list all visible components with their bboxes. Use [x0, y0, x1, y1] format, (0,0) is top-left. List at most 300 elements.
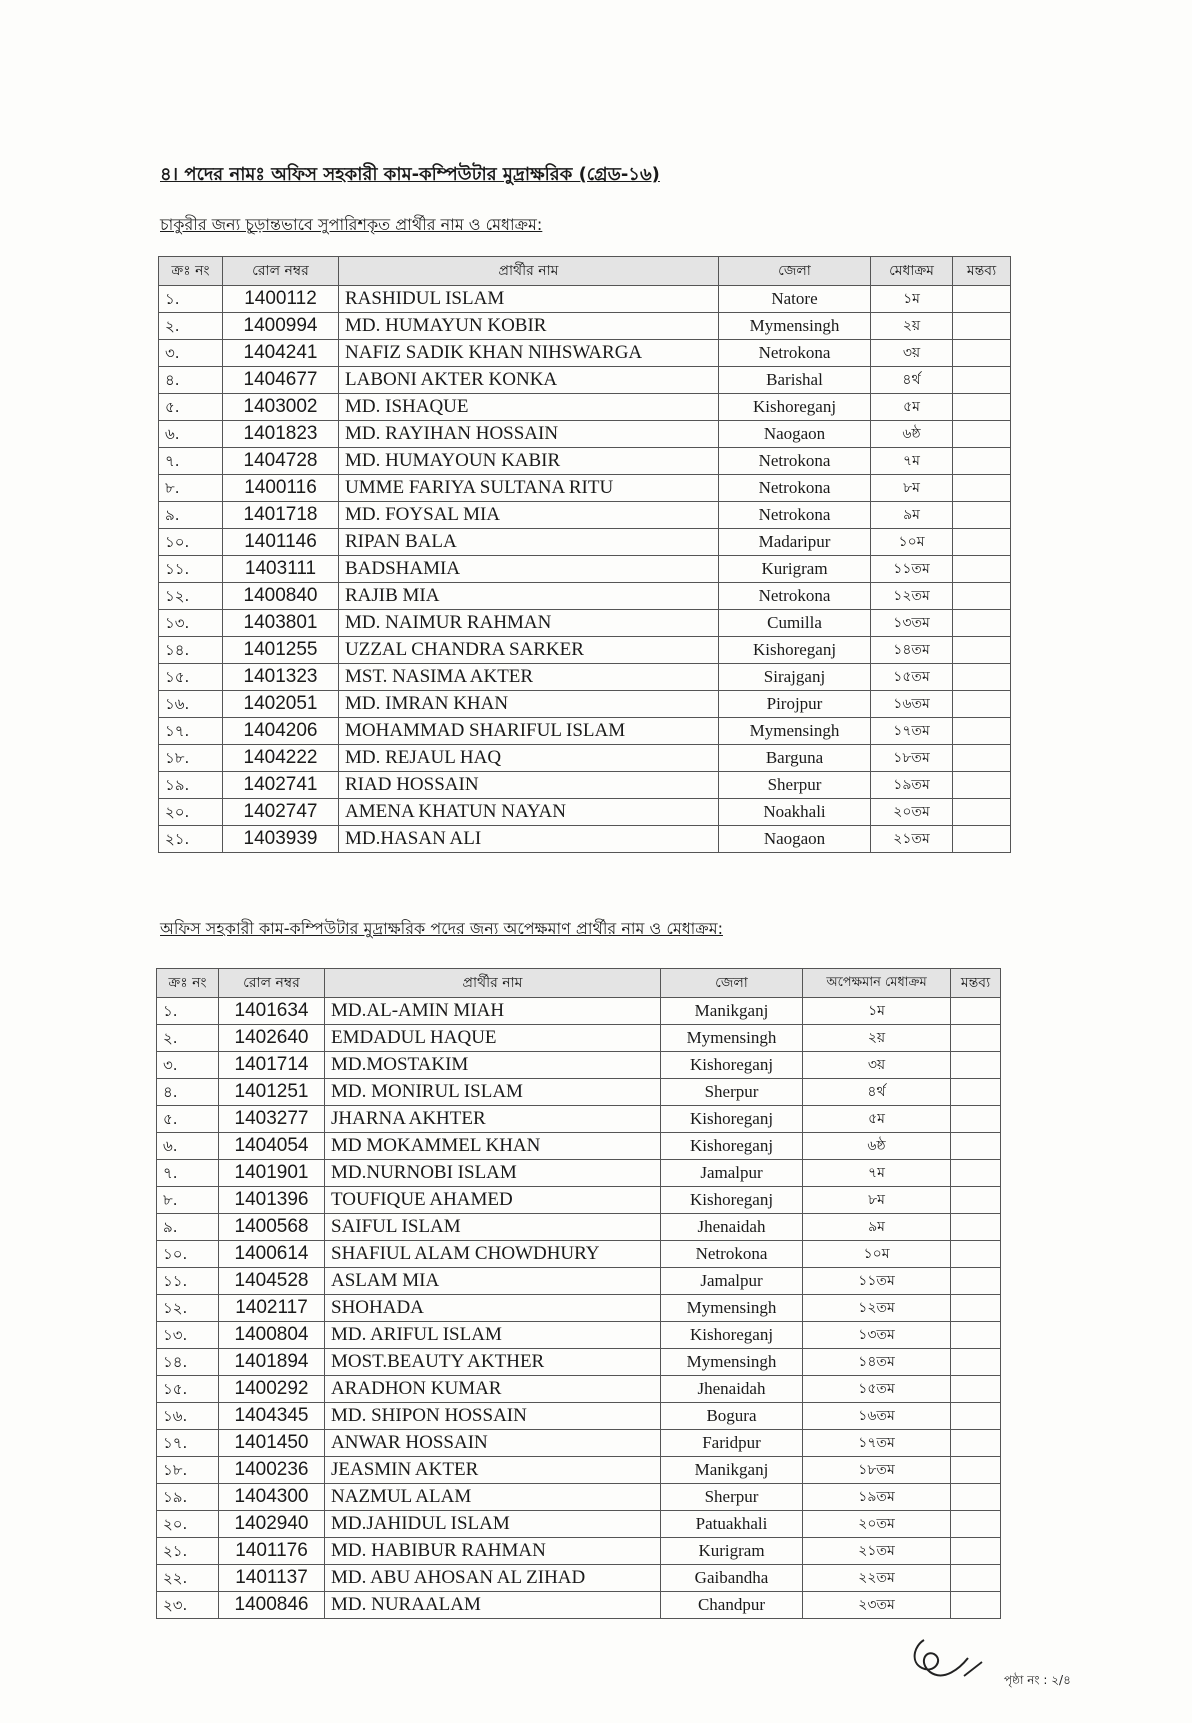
- cell-merit: ১২তম: [803, 1295, 951, 1322]
- table-row: [159, 556, 1011, 583]
- cell-remark: [953, 745, 1011, 772]
- cell-merit: ১০ম: [871, 529, 953, 556]
- cell-name: TOUFIQUE AHAMED: [325, 1187, 661, 1214]
- cell-district: Kishoreganj: [661, 1187, 803, 1214]
- cell-sl: ১৪.: [157, 1349, 219, 1376]
- waiting-list-table: [156, 968, 1001, 1619]
- cell-roll: 1403939: [223, 826, 339, 853]
- cell-district: Madaripur: [719, 529, 871, 556]
- cell-roll: 1401634: [219, 998, 325, 1025]
- table-row: [157, 1052, 1001, 1079]
- header-waiting-merit: অপেক্ষমান মেধাক্রম: [803, 969, 951, 998]
- cell-remark: [951, 1160, 1001, 1187]
- cell-remark: [951, 1106, 1001, 1133]
- cell-sl: ১৯.: [159, 772, 223, 799]
- cell-district: Netrokona: [719, 448, 871, 475]
- cell-merit: ১৬তম: [871, 691, 953, 718]
- cell-roll: 1404345: [219, 1403, 325, 1430]
- cell-remark: [953, 772, 1011, 799]
- cell-merit: ৪র্থ: [871, 367, 953, 394]
- cell-sl: ২১.: [159, 826, 223, 853]
- table-row: [157, 1268, 1001, 1295]
- cell-roll: 1400994: [223, 313, 339, 340]
- cell-merit: ১ম: [803, 998, 951, 1025]
- cell-merit: ৩য়: [871, 340, 953, 367]
- table-row: [159, 718, 1011, 745]
- header-remark: মন্তব্য: [953, 257, 1011, 286]
- cell-remark: [951, 1241, 1001, 1268]
- table-row: [157, 1106, 1001, 1133]
- cell-name: SHOHADA: [325, 1295, 661, 1322]
- cell-remark: [951, 1430, 1001, 1457]
- cell-district: Mymensingh: [719, 718, 871, 745]
- cell-name: MD. ARIFUL ISLAM: [325, 1322, 661, 1349]
- cell-merit: ১৫তম: [871, 664, 953, 691]
- cell-roll: 1401255: [223, 637, 339, 664]
- cell-sl: ১.: [157, 998, 219, 1025]
- cell-name: UZZAL CHANDRA SARKER: [339, 637, 719, 664]
- cell-roll: 1402741: [223, 772, 339, 799]
- cell-merit: ৫ম: [803, 1106, 951, 1133]
- cell-name: MD. SHIPON HOSSAIN: [325, 1403, 661, 1430]
- cell-sl: ১২.: [159, 583, 223, 610]
- table-row: [157, 1295, 1001, 1322]
- cell-district: Sherpur: [719, 772, 871, 799]
- cell-sl: ৯.: [157, 1214, 219, 1241]
- cell-remark: [953, 421, 1011, 448]
- cell-sl: ২২.: [157, 1565, 219, 1592]
- cell-roll: 1404206: [223, 718, 339, 745]
- waiting-list-header-row: [157, 969, 1001, 998]
- cell-merit: ১৪তম: [871, 637, 953, 664]
- cell-merit: ২১তম: [803, 1538, 951, 1565]
- cell-district: Bogura: [661, 1403, 803, 1430]
- cell-name: RIAD HOSSAIN: [339, 772, 719, 799]
- cell-roll: 1404728: [223, 448, 339, 475]
- table-row: [159, 799, 1011, 826]
- cell-roll: 1402747: [223, 799, 339, 826]
- cell-district: Kurigram: [719, 556, 871, 583]
- cell-sl: ৩.: [157, 1052, 219, 1079]
- cell-roll: 1401718: [223, 502, 339, 529]
- cell-roll: 1401146: [223, 529, 339, 556]
- cell-sl: ৬.: [157, 1133, 219, 1160]
- cell-merit: ১১তম: [803, 1268, 951, 1295]
- cell-district: Netrokona: [719, 475, 871, 502]
- cell-roll: 1400804: [219, 1322, 325, 1349]
- cell-roll: 1400112: [223, 286, 339, 313]
- cell-merit: ২০তম: [871, 799, 953, 826]
- cell-roll: 1400236: [219, 1457, 325, 1484]
- cell-sl: ১৫.: [157, 1376, 219, 1403]
- cell-remark: [953, 367, 1011, 394]
- cell-district: Jhenaidah: [661, 1214, 803, 1241]
- table-row: [157, 998, 1001, 1025]
- cell-remark: [951, 1565, 1001, 1592]
- cell-merit: ১৮তম: [803, 1457, 951, 1484]
- cell-remark: [951, 1268, 1001, 1295]
- cell-name: MD.NURNOBI ISLAM: [325, 1160, 661, 1187]
- header-name: প্রার্থীর নাম: [325, 969, 661, 998]
- cell-remark: [953, 664, 1011, 691]
- cell-name: MD.HASAN ALI: [339, 826, 719, 853]
- cell-district: Kishoreganj: [661, 1106, 803, 1133]
- table-row: [157, 1241, 1001, 1268]
- final-list-table: [158, 256, 1011, 853]
- cell-remark: [951, 1052, 1001, 1079]
- cell-sl: ৮.: [159, 475, 223, 502]
- table-row: [157, 1538, 1001, 1565]
- cell-remark: [951, 1079, 1001, 1106]
- cell-merit: ২০তম: [803, 1511, 951, 1538]
- cell-remark: [951, 1025, 1001, 1052]
- cell-sl: ১১.: [159, 556, 223, 583]
- cell-roll: 1403111: [223, 556, 339, 583]
- cell-roll: 1402051: [223, 691, 339, 718]
- cell-remark: [951, 1592, 1001, 1619]
- cell-district: Netrokona: [719, 502, 871, 529]
- cell-sl: ৫.: [159, 394, 223, 421]
- section-heading: ৪। পদের নামঃ অফিস সহকারী কাম-কম্পিউটার মুদ্রাক্ষরিক (গ্রেড-১৬): [160, 164, 660, 185]
- cell-name: RAJIB MIA: [339, 583, 719, 610]
- cell-district: Barishal: [719, 367, 871, 394]
- cell-district: Sherpur: [661, 1484, 803, 1511]
- cell-sl: ১৭.: [157, 1430, 219, 1457]
- cell-roll: 1402940: [219, 1511, 325, 1538]
- cell-merit: ২য়: [803, 1025, 951, 1052]
- cell-name: MOST.BEAUTY AKTHER: [325, 1349, 661, 1376]
- cell-roll: 1401823: [223, 421, 339, 448]
- cell-merit: ১৬তম: [803, 1403, 951, 1430]
- cell-merit: ২য়: [871, 313, 953, 340]
- cell-name: MD. MONIRUL ISLAM: [325, 1079, 661, 1106]
- cell-name: JEASMIN AKTER: [325, 1457, 661, 1484]
- cell-district: Mymensingh: [661, 1025, 803, 1052]
- cell-merit: ১২তম: [871, 583, 953, 610]
- header-roll: রোল নম্বর: [223, 257, 339, 286]
- cell-district: Netrokona: [719, 583, 871, 610]
- cell-district: Mymensingh: [719, 313, 871, 340]
- cell-district: Jamalpur: [661, 1268, 803, 1295]
- cell-remark: [953, 610, 1011, 637]
- cell-name: MD. HUMAYUN KOBIR: [339, 313, 719, 340]
- cell-name: MD. RAYIHAN HOSSAIN: [339, 421, 719, 448]
- header-merit: মেধাক্রম: [871, 257, 953, 286]
- table-row: [159, 610, 1011, 637]
- cell-roll: 1401251: [219, 1079, 325, 1106]
- table-row: [157, 1349, 1001, 1376]
- cell-name: MOHAMMAD SHARIFUL ISLAM: [339, 718, 719, 745]
- cell-name: MD. REJAUL HAQ: [339, 745, 719, 772]
- table-row: [159, 826, 1011, 853]
- cell-merit: ২২তম: [803, 1565, 951, 1592]
- cell-district: Kishoreganj: [719, 394, 871, 421]
- cell-sl: ৮.: [157, 1187, 219, 1214]
- cell-roll: 1401137: [219, 1565, 325, 1592]
- cell-remark: [951, 1538, 1001, 1565]
- cell-roll: 1401901: [219, 1160, 325, 1187]
- cell-sl: ২০.: [157, 1511, 219, 1538]
- cell-merit: ১০ম: [803, 1241, 951, 1268]
- header-district: জেলা: [661, 969, 803, 998]
- cell-sl: ২.: [159, 313, 223, 340]
- table-row: [159, 340, 1011, 367]
- cell-remark: [951, 1376, 1001, 1403]
- cell-merit: ৬ষ্ঠ: [803, 1133, 951, 1160]
- cell-merit: ৪র্থ: [803, 1079, 951, 1106]
- table-row: [159, 394, 1011, 421]
- cell-sl: ৯.: [159, 502, 223, 529]
- header-remark: মন্তব্য: [951, 969, 1001, 998]
- cell-merit: ১৩তম: [803, 1322, 951, 1349]
- cell-roll: 1403002: [223, 394, 339, 421]
- cell-remark: [951, 998, 1001, 1025]
- cell-merit: ৩য়: [803, 1052, 951, 1079]
- table-row: [157, 1376, 1001, 1403]
- cell-name: MD.MOSTAKIM: [325, 1052, 661, 1079]
- header-sl: ক্রঃ নং: [159, 257, 223, 286]
- cell-merit: ৮ম: [803, 1187, 951, 1214]
- cell-merit: ৭ম: [871, 448, 953, 475]
- cell-district: Cumilla: [719, 610, 871, 637]
- table-row: [157, 1187, 1001, 1214]
- cell-name: MD MOKAMMEL KHAN: [325, 1133, 661, 1160]
- cell-district: Natore: [719, 286, 871, 313]
- cell-merit: ১৭তম: [871, 718, 953, 745]
- table-row: [159, 664, 1011, 691]
- table-row: [159, 367, 1011, 394]
- cell-roll: 1401714: [219, 1052, 325, 1079]
- cell-sl: ৬.: [159, 421, 223, 448]
- cell-roll: 1401396: [219, 1187, 325, 1214]
- cell-district: Barguna: [719, 745, 871, 772]
- table-row: [159, 448, 1011, 475]
- waiting-list-body: [157, 998, 1001, 1619]
- cell-district: Jamalpur: [661, 1160, 803, 1187]
- cell-merit: ১৪তম: [803, 1349, 951, 1376]
- cell-merit: ৯ম: [871, 502, 953, 529]
- cell-merit: ২১তম: [871, 826, 953, 853]
- cell-name: MD. NURAALAM: [325, 1592, 661, 1619]
- table-row: [157, 1457, 1001, 1484]
- cell-name: NAZMUL ALAM: [325, 1484, 661, 1511]
- cell-sl: ১৭.: [159, 718, 223, 745]
- table-row: [157, 1133, 1001, 1160]
- cell-roll: 1404677: [223, 367, 339, 394]
- cell-name: NAFIZ SADIK KHAN NIHSWARGA: [339, 340, 719, 367]
- cell-district: Mymensingh: [661, 1295, 803, 1322]
- cell-district: Mymensingh: [661, 1349, 803, 1376]
- cell-name: BADSHAMIA: [339, 556, 719, 583]
- table-row: [159, 583, 1011, 610]
- cell-name: UMME FARIYA SULTANA RITU: [339, 475, 719, 502]
- cell-roll: 1404241: [223, 340, 339, 367]
- table-row: [157, 1403, 1001, 1430]
- cell-remark: [953, 556, 1011, 583]
- cell-district: Manikganj: [661, 998, 803, 1025]
- cell-district: Kishoreganj: [661, 1052, 803, 1079]
- header-roll: রোল নম্বর: [219, 969, 325, 998]
- cell-roll: 1400568: [219, 1214, 325, 1241]
- cell-district: Sirajganj: [719, 664, 871, 691]
- cell-sl: ১৮.: [157, 1457, 219, 1484]
- cell-merit: ৮ম: [871, 475, 953, 502]
- cell-roll: 1404222: [223, 745, 339, 772]
- cell-sl: ১৬.: [159, 691, 223, 718]
- cell-merit: ৬ষ্ঠ: [871, 421, 953, 448]
- table-row: [157, 1565, 1001, 1592]
- cell-district: Naogaon: [719, 826, 871, 853]
- cell-name: MST. NASIMA AKTER: [339, 664, 719, 691]
- cell-name: MD. HABIBUR RAHMAN: [325, 1538, 661, 1565]
- table-row: [157, 1079, 1001, 1106]
- cell-sl: ১১.: [157, 1268, 219, 1295]
- cell-district: Kurigram: [661, 1538, 803, 1565]
- final-list-header-row: [159, 257, 1011, 286]
- cell-remark: [953, 691, 1011, 718]
- cell-sl: ১৮.: [159, 745, 223, 772]
- table-row: [157, 1511, 1001, 1538]
- cell-district: Faridpur: [661, 1430, 803, 1457]
- cell-district: Manikganj: [661, 1457, 803, 1484]
- page-number: পৃষ্ঠা নং : ২/৪: [1004, 1673, 1071, 1687]
- cell-district: Noakhali: [719, 799, 871, 826]
- table-row: [157, 1484, 1001, 1511]
- table-row: [157, 1214, 1001, 1241]
- cell-remark: [951, 1214, 1001, 1241]
- cell-remark: [953, 799, 1011, 826]
- table-row: [157, 1160, 1001, 1187]
- cell-remark: [951, 1133, 1001, 1160]
- cell-roll: 1400840: [223, 583, 339, 610]
- table-row: [159, 637, 1011, 664]
- cell-name: SAIFUL ISLAM: [325, 1214, 661, 1241]
- cell-merit: ১১তম: [871, 556, 953, 583]
- cell-name: MD. ABU AHOSAN AL ZIHAD: [325, 1565, 661, 1592]
- cell-sl: ৪.: [159, 367, 223, 394]
- cell-name: MD. IMRAN KHAN: [339, 691, 719, 718]
- cell-remark: [953, 502, 1011, 529]
- cell-sl: ১৯.: [157, 1484, 219, 1511]
- cell-remark: [953, 529, 1011, 556]
- cell-remark: [953, 448, 1011, 475]
- cell-district: Netrokona: [719, 340, 871, 367]
- cell-merit: ১৮তম: [871, 745, 953, 772]
- table-row: [159, 691, 1011, 718]
- cell-remark: [951, 1511, 1001, 1538]
- cell-sl: ২০.: [159, 799, 223, 826]
- cell-merit: ১৯তম: [803, 1484, 951, 1511]
- cell-name: ANWAR HOSSAIN: [325, 1430, 661, 1457]
- cell-roll: 1403277: [219, 1106, 325, 1133]
- header-sl: ক্রঃ নং: [157, 969, 219, 998]
- cell-roll: 1404054: [219, 1133, 325, 1160]
- cell-merit: ১৫তম: [803, 1376, 951, 1403]
- cell-roll: 1400614: [219, 1241, 325, 1268]
- cell-sl: ২৩.: [157, 1592, 219, 1619]
- final-list-body: [159, 286, 1011, 853]
- cell-remark: [951, 1322, 1001, 1349]
- cell-district: Gaibandha: [661, 1565, 803, 1592]
- cell-merit: ১৩তম: [871, 610, 953, 637]
- cell-name: JHARNA AKHTER: [325, 1106, 661, 1133]
- cell-district: Patuakhali: [661, 1511, 803, 1538]
- cell-district: Kishoreganj: [719, 637, 871, 664]
- table-row: [159, 502, 1011, 529]
- cell-remark: [953, 340, 1011, 367]
- cell-roll: 1401176: [219, 1538, 325, 1565]
- cell-sl: ২১.: [157, 1538, 219, 1565]
- cell-name: LABONI AKTER KONKA: [339, 367, 719, 394]
- table-row: [159, 529, 1011, 556]
- cell-district: Netrokona: [661, 1241, 803, 1268]
- cell-district: Kishoreganj: [661, 1133, 803, 1160]
- cell-remark: [951, 1187, 1001, 1214]
- table-row: [157, 1025, 1001, 1052]
- table-row: [159, 286, 1011, 313]
- cell-sl: ৭.: [159, 448, 223, 475]
- cell-name: ARADHON KUMAR: [325, 1376, 661, 1403]
- cell-merit: ১ম: [871, 286, 953, 313]
- cell-merit: ৭ম: [803, 1160, 951, 1187]
- table-row: [159, 421, 1011, 448]
- cell-name: MD.JAHIDUL ISLAM: [325, 1511, 661, 1538]
- cell-roll: 1401323: [223, 664, 339, 691]
- cell-sl: ১৫.: [159, 664, 223, 691]
- cell-sl: ৭.: [157, 1160, 219, 1187]
- cell-merit: ৫ম: [871, 394, 953, 421]
- cell-remark: [953, 313, 1011, 340]
- header-district: জেলা: [719, 257, 871, 286]
- cell-name: SHAFIUL ALAM CHOWDHURY: [325, 1241, 661, 1268]
- table-row: [159, 475, 1011, 502]
- cell-district: Pirojpur: [719, 691, 871, 718]
- cell-remark: [953, 475, 1011, 502]
- signature-icon: [904, 1632, 994, 1682]
- cell-remark: [951, 1403, 1001, 1430]
- cell-roll: 1402117: [219, 1295, 325, 1322]
- cell-remark: [951, 1349, 1001, 1376]
- cell-remark: [953, 583, 1011, 610]
- cell-roll: 1404300: [219, 1484, 325, 1511]
- cell-sl: ৫.: [157, 1106, 219, 1133]
- cell-sl: ১.: [159, 286, 223, 313]
- cell-sl: ৩.: [159, 340, 223, 367]
- cell-sl: ৪.: [157, 1079, 219, 1106]
- cell-name: EMDADUL HAQUE: [325, 1025, 661, 1052]
- cell-merit: ২৩তম: [803, 1592, 951, 1619]
- cell-district: Naogaon: [719, 421, 871, 448]
- cell-name: AMENA KHATUN NAYAN: [339, 799, 719, 826]
- cell-name: MD.AL-AMIN MIAH: [325, 998, 661, 1025]
- cell-remark: [953, 718, 1011, 745]
- cell-roll: 1400846: [219, 1592, 325, 1619]
- cell-remark: [953, 826, 1011, 853]
- cell-district: Jhenaidah: [661, 1376, 803, 1403]
- cell-sl: ১২.: [157, 1295, 219, 1322]
- cell-roll: 1401450: [219, 1430, 325, 1457]
- cell-name: ASLAM MIA: [325, 1268, 661, 1295]
- cell-name: MD. HUMAYOUN KABIR: [339, 448, 719, 475]
- cell-roll: 1400116: [223, 475, 339, 502]
- cell-name: RASHIDUL ISLAM: [339, 286, 719, 313]
- cell-remark: [951, 1484, 1001, 1511]
- table-row: [157, 1430, 1001, 1457]
- table-row: [159, 772, 1011, 799]
- cell-sl: ১৩.: [157, 1322, 219, 1349]
- cell-name: MD. FOYSAL MIA: [339, 502, 719, 529]
- cell-roll: 1401894: [219, 1349, 325, 1376]
